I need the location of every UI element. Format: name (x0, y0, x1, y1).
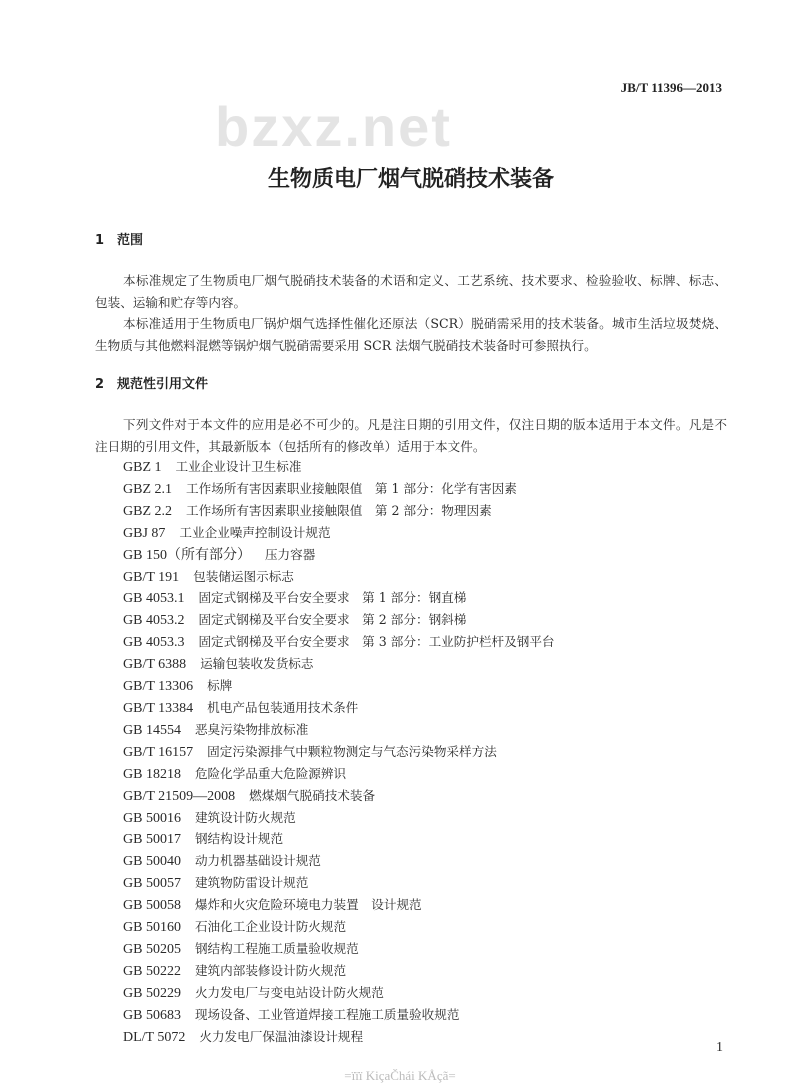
reference-item (123, 742, 727, 764)
reference-title: 建筑物防雷设计规范 (194, 875, 309, 891)
reference-code: GB 50229 (123, 985, 181, 1001)
reference-item (123, 1005, 727, 1027)
footer-text: =ïïï KiçaČhái KÅçã= (344, 1068, 456, 1083)
document-body (95, 166, 727, 1048)
reference-title: 包装储运图示标志 (193, 568, 294, 584)
document-title: 生物质电厂烟气脱硝技术装备 (267, 167, 554, 192)
reference-title: 建筑设计防火规范 (194, 809, 296, 825)
reference-code: GB 4053.3 (123, 635, 185, 651)
reference-item (123, 457, 727, 479)
reference-code: GB 18218 (123, 766, 181, 782)
reference-item (123, 829, 727, 851)
reference-list (123, 457, 727, 1048)
reference-title: 火力发电厂与变电站设计防火规范 (194, 984, 384, 1000)
reference-code: GBZ 2.1 (123, 481, 172, 497)
reference-item (123, 610, 727, 632)
paragraph: 本标准适用于生物质电厂锅炉烟气选择性催化还原法（SCR）脱硝需采用的技术装备。城市生活垃圾焚烧、生物质与其他燃料混燃等锅炉烟气脱硝需要采用 SCR 法烟气脱硝技术装备时可参照执行。 (95, 316, 727, 353)
reference-title: 运输包装收发货标志 (200, 656, 314, 672)
reference-code: GB/T 191 (123, 569, 180, 585)
reference-item (123, 983, 727, 1005)
reference-code: GB 50160 (123, 920, 181, 936)
section-title: 范围 (117, 233, 144, 248)
reference-item (123, 764, 727, 786)
reference-title: 石油化工企业设计防火规范 (194, 919, 347, 935)
reference-code: GB 14554 (123, 722, 181, 738)
reference-title: 机电产品包装通用技术条件 (207, 699, 359, 715)
reference-code: GB 150（所有部分） (123, 547, 251, 563)
reference-code: GBZ 1 (123, 460, 162, 475)
reference-item (123, 567, 727, 589)
reference-title: 火力发电厂保温油漆设计规程 (199, 1028, 364, 1044)
reference-code: GB 4053.2 (123, 613, 185, 629)
paragraph: 本标准规定了生物质电厂烟气脱硝技术装备的术语和定义、工艺系统、技术要求、检验验收、标牌、标志、包装、运输和贮存等内容。 (95, 273, 727, 310)
reference-title: 钢结构工程施工质量验收规范 (194, 940, 359, 956)
reference-item (123, 698, 727, 720)
reference-code: GB 50205 (123, 941, 181, 957)
watermark: bzxz.net (215, 95, 452, 158)
reference-title: 燃煤烟气脱硝技术装备 (249, 787, 376, 803)
page-number: 1 (716, 1040, 723, 1055)
reference-item (123, 895, 727, 917)
reference-title: 固定式钢梯及平台安全要求 第 2 部分：钢斜梯 (198, 612, 467, 628)
reference-title: 动力机器基础设计规范 (194, 853, 321, 869)
reference-code: GB 50017 (123, 832, 181, 848)
reference-item (123, 676, 727, 698)
section-scope (95, 232, 727, 356)
reference-code: GBZ 2.2 (123, 503, 172, 519)
reference-item (123, 917, 727, 939)
section-title: 规范性引用文件 (117, 377, 209, 392)
reference-code: GB/T 13384 (123, 700, 194, 716)
reference-code: GB 50040 (123, 854, 181, 870)
standard-number: JB/T 11396—2013 (620, 80, 722, 95)
reference-code: GB/T 16157 (123, 744, 194, 760)
reference-title: 工作场所有害因素职业接触限值 第 2 部分：物理因素 (186, 502, 492, 518)
reference-code: GB/T 6388 (123, 657, 187, 673)
paragraph: 下列文件对于本文件的应用是必不可少的。凡是注日期的引用文件，仅注日期的版本适用于本文件。凡是不注日期的引用文件，其最新版本（包括所有的修改单）适用于本文件。 (95, 417, 727, 454)
reference-item (123, 961, 727, 983)
reference-item (123, 851, 727, 873)
reference-item (123, 632, 727, 654)
reference-title: 压力容器 (264, 546, 316, 562)
reference-title: 标牌 (207, 678, 233, 694)
reference-item (123, 588, 727, 610)
reference-title: 固定污染源排气中颗粒物测定与气态污染物采样方法 (207, 743, 497, 759)
reference-code: GB/T 21509—2008 (123, 788, 236, 804)
section-heading-normative-references (95, 376, 727, 394)
section-number: 1 (95, 233, 105, 248)
reference-item (123, 654, 727, 676)
reference-item (123, 545, 727, 567)
reference-title: 钢结构设计规范 (194, 831, 284, 847)
section-heading-scope (95, 232, 727, 250)
reference-title: 固定式钢梯及平台安全要求 第 1 部分：钢直梯 (198, 590, 467, 606)
reference-code: DL/T 5072 (123, 1029, 186, 1045)
reference-code: GBJ 87 (123, 525, 166, 541)
reference-item (123, 720, 727, 742)
section-normative-references (95, 376, 727, 1048)
reference-title: 工作场所有害因素职业接触限值 第 1 部分：化学有害因素 (186, 480, 517, 496)
reference-title: 危险化学品重大危险源辨识 (194, 765, 347, 781)
reference-item (123, 1027, 727, 1049)
reference-code: GB 50016 (123, 810, 181, 826)
reference-title: 工业企业设计卫生标准 (175, 459, 302, 474)
reference-item (123, 939, 727, 961)
reference-title: 工业企业噪声控制设计规范 (179, 524, 331, 540)
reference-item (123, 523, 727, 545)
reference-code: GB 50057 (123, 876, 181, 892)
reference-title: 恶臭污染物排放标准 (194, 721, 309, 737)
reference-title: 固定式钢梯及平台安全要求 第 3 部分：工业防护栏杆及钢平台 (198, 634, 555, 650)
reference-code: GB 4053.1 (123, 591, 185, 607)
reference-item (123, 808, 727, 830)
section-number: 2 (95, 377, 105, 392)
reference-item (123, 479, 727, 501)
reference-code: GB 50683 (123, 1007, 181, 1023)
reference-code: GB 50058 (123, 898, 181, 914)
reference-code: GB/T 13306 (123, 679, 194, 695)
reference-title: 现场设备、工业管道焊接工程施工质量验收规范 (194, 1006, 460, 1022)
reference-code: GB 50222 (123, 963, 181, 979)
reference-item (123, 501, 727, 523)
reference-title: 建筑内部装修设计防火规范 (194, 962, 347, 978)
reference-item (123, 873, 727, 895)
reference-title: 爆炸和火灾危险环境电力装置 设计规范 (194, 897, 422, 913)
reference-item (123, 786, 727, 808)
